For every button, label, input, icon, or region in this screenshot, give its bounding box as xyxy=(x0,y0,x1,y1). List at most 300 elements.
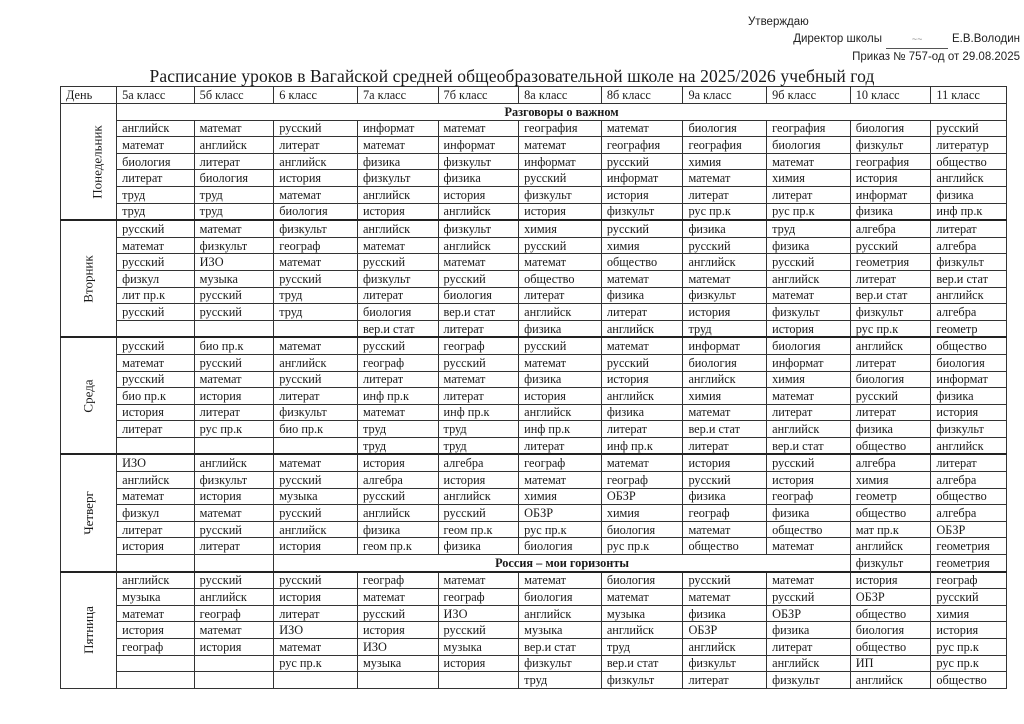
lesson-cell: математ xyxy=(194,622,274,639)
lesson-cell: географ xyxy=(117,639,195,656)
lesson-cell: физкульт xyxy=(194,237,274,254)
lesson-cell: вер.и стат xyxy=(683,421,767,438)
lesson-cell xyxy=(194,437,274,454)
lesson-cell: английск xyxy=(931,170,1007,187)
column-header-class: 9б класс xyxy=(767,87,851,104)
lesson-cell: история xyxy=(850,572,931,589)
day-label xyxy=(61,454,117,571)
lesson-cell: музыка xyxy=(438,639,519,656)
lesson-cell: химия xyxy=(601,237,683,254)
lesson-cell: русский xyxy=(931,120,1007,137)
lesson-cell: физика xyxy=(683,488,767,505)
lesson-cell: английск xyxy=(767,421,851,438)
lesson-cell: математ xyxy=(274,454,358,471)
lesson-cell: химия xyxy=(931,605,1007,622)
lesson-cell: математ xyxy=(683,270,767,287)
lesson-cell: литерат xyxy=(931,220,1007,237)
lesson-cell: литерат xyxy=(274,137,358,154)
lesson-cell: вер.и стат xyxy=(850,287,931,304)
lesson-cell: математ xyxy=(194,505,274,522)
lesson-cell: история xyxy=(438,655,519,672)
lesson-cell: русский xyxy=(357,488,438,505)
lesson-cell: английск xyxy=(931,287,1007,304)
lesson-cell: вер.и стат xyxy=(357,320,438,337)
lesson-cell: история xyxy=(357,454,438,471)
lesson-cell: рус пр.к xyxy=(683,203,767,220)
lesson-cell: математ xyxy=(274,337,358,354)
lesson-cell: литерат xyxy=(601,421,683,438)
lesson-cell: физкульт xyxy=(601,203,683,220)
lesson-cell: ОБЗР xyxy=(601,488,683,505)
lesson-cell: физика xyxy=(931,186,1007,203)
lesson-cell: физика xyxy=(767,622,851,639)
lesson-cell: математ xyxy=(117,488,195,505)
lesson-cell: литерат xyxy=(357,287,438,304)
lesson-cell: физика xyxy=(357,153,438,170)
lesson-cell: ИЗО xyxy=(438,605,519,622)
lesson-cell: информат xyxy=(931,371,1007,388)
lesson-cell: физкульт xyxy=(850,304,931,321)
lesson-cell: математ xyxy=(117,237,195,254)
day-name: Вторник xyxy=(80,255,96,303)
lesson-cell: русский xyxy=(438,354,519,371)
lesson-cell: географ xyxy=(683,505,767,522)
lesson-cell: литерат xyxy=(683,672,767,689)
lesson-cell: химия xyxy=(767,170,851,187)
lesson-cell: история xyxy=(194,388,274,405)
column-header-day: День xyxy=(61,87,117,104)
lesson-cell xyxy=(194,655,274,672)
lesson-cell: музыка xyxy=(274,488,358,505)
lesson-cell: музыка xyxy=(601,605,683,622)
lesson-cell: физика xyxy=(438,538,519,555)
lesson-cell: общество xyxy=(601,254,683,271)
lesson-cell: физкульт xyxy=(931,254,1007,271)
lesson-cell: физкульт xyxy=(850,137,931,154)
lesson-cell: биология xyxy=(683,120,767,137)
lesson-cell: математ xyxy=(438,572,519,589)
lesson-cell: математ xyxy=(601,120,683,137)
lesson-cell: ИЗО xyxy=(357,639,438,656)
lesson-cell: труд xyxy=(683,320,767,337)
lesson-cell: инф пр.к xyxy=(357,388,438,405)
lesson-cell: география xyxy=(767,120,851,137)
lesson-cell: инф пр.к xyxy=(931,203,1007,220)
lesson-cell: физкульт xyxy=(274,404,358,421)
lesson-cell: биология xyxy=(601,572,683,589)
lesson-cell: музыка xyxy=(519,622,602,639)
lesson-cell: географ xyxy=(357,572,438,589)
lesson-cell: алгебра xyxy=(850,220,931,237)
lesson-cell: английск xyxy=(194,589,274,606)
lesson-cell: литерат xyxy=(194,404,274,421)
lesson-cell: биология xyxy=(601,521,683,538)
lesson-cell: математ xyxy=(519,354,602,371)
lesson-cell: музыка xyxy=(357,655,438,672)
lesson-cell: литерат xyxy=(194,153,274,170)
lesson-cell: труд xyxy=(438,437,519,454)
lesson-cell: русский xyxy=(274,505,358,522)
signature-icon: ~~ xyxy=(886,31,948,49)
lesson-cell: географ xyxy=(357,354,438,371)
lesson-cell: математ xyxy=(767,538,851,555)
table-row xyxy=(61,622,1007,639)
lesson-cell: вер.и стат xyxy=(931,270,1007,287)
day-name: Среда xyxy=(80,379,96,413)
lesson-cell: математ xyxy=(601,270,683,287)
lesson-cell: история xyxy=(519,203,602,220)
approval-heading: Утверждаю xyxy=(748,16,809,28)
banner-cell: Разговоры о важном xyxy=(117,104,1007,121)
lesson-cell: рус пр.к xyxy=(850,320,931,337)
lesson-cell: русский xyxy=(274,120,358,137)
lesson-cell xyxy=(274,320,358,337)
lesson-cell: английск xyxy=(850,538,931,555)
lesson-cell: русский xyxy=(931,589,1007,606)
day-name: Четверг xyxy=(80,491,96,535)
lesson-cell: английск xyxy=(683,639,767,656)
lesson-cell: химия xyxy=(519,220,602,237)
director-line xyxy=(700,31,1020,49)
table-row xyxy=(61,572,1007,589)
lesson-cell: физкульт xyxy=(683,287,767,304)
lesson-cell: алгебра xyxy=(850,454,931,471)
lesson-cell: ИП xyxy=(850,655,931,672)
lesson-cell: география xyxy=(519,120,602,137)
column-header-class: 9а класс xyxy=(683,87,767,104)
lesson-cell: литерат xyxy=(519,437,602,454)
lesson-cell: история xyxy=(683,454,767,471)
lesson-cell: история xyxy=(931,622,1007,639)
lesson-cell: физкульт xyxy=(931,421,1007,438)
schedule-table xyxy=(60,86,1007,689)
lesson-cell: математ xyxy=(683,589,767,606)
page-title: Расписание уроков в Вагайской средней общеобразовательной школе на 2025/2026 учебный год xyxy=(149,66,875,86)
lesson-cell: инф пр.к xyxy=(519,421,602,438)
lesson-cell: ОБЗР xyxy=(850,589,931,606)
banner-row xyxy=(61,555,1007,572)
lesson-cell: биология xyxy=(850,120,931,137)
lesson-cell: физика xyxy=(519,320,602,337)
lesson-cell: русский xyxy=(357,605,438,622)
lesson-cell: труд xyxy=(767,220,851,237)
lesson-cell: история xyxy=(438,472,519,489)
lesson-cell: биология xyxy=(274,203,358,220)
lesson-cell: труд xyxy=(438,421,519,438)
lesson-cell: математ xyxy=(438,371,519,388)
lesson-cell: русский xyxy=(117,254,195,271)
lesson-cell: английск xyxy=(931,437,1007,454)
table-row xyxy=(61,270,1007,287)
lesson-cell: физика xyxy=(438,170,519,187)
lesson-cell: литерат xyxy=(117,170,195,187)
lesson-cell: биология xyxy=(767,137,851,154)
lesson-cell: биология xyxy=(850,371,931,388)
lesson-cell: труд xyxy=(274,287,358,304)
lesson-cell xyxy=(117,655,195,672)
lesson-cell: литерат xyxy=(767,186,851,203)
day-label xyxy=(61,220,117,337)
lesson-cell: физика xyxy=(850,203,931,220)
lesson-cell: русский xyxy=(357,337,438,354)
lesson-cell: ИЗО xyxy=(274,622,358,639)
lesson-cell: физкульт xyxy=(357,170,438,187)
lesson-cell: литерат xyxy=(519,287,602,304)
lesson-cell: английск xyxy=(683,254,767,271)
lesson-cell xyxy=(274,437,358,454)
lesson-cell xyxy=(117,437,195,454)
lesson-cell: английск xyxy=(601,388,683,405)
lesson-cell: рус пр.к xyxy=(194,421,274,438)
lesson-cell: информат xyxy=(767,354,851,371)
lesson-cell: история xyxy=(357,622,438,639)
lesson-cell: английск xyxy=(194,454,274,471)
lesson-cell: физика xyxy=(519,371,602,388)
lesson-cell: математ xyxy=(194,371,274,388)
lesson-cell: английск xyxy=(519,304,602,321)
lesson-cell: биология xyxy=(519,589,602,606)
lesson-cell: русский xyxy=(274,371,358,388)
lesson-cell: русский xyxy=(117,371,195,388)
lesson-cell: английск xyxy=(601,320,683,337)
table-row xyxy=(61,371,1007,388)
day-label xyxy=(61,572,117,689)
lesson-cell: общество xyxy=(931,672,1007,689)
lesson-cell: информат xyxy=(683,337,767,354)
lesson-cell: английск xyxy=(117,120,195,137)
lesson-cell: английск xyxy=(850,337,931,354)
lesson-cell: алгебра xyxy=(931,304,1007,321)
lesson-cell: история xyxy=(850,170,931,187)
lesson-cell: музыка xyxy=(117,589,195,606)
lesson-cell: литерат xyxy=(850,404,931,421)
lesson-cell: история xyxy=(357,203,438,220)
lesson-cell: лит пр.к xyxy=(117,287,195,304)
lesson-cell: математ xyxy=(357,137,438,154)
lesson-cell: английск xyxy=(357,220,438,237)
day-label xyxy=(61,104,117,221)
lesson-cell: математ xyxy=(357,404,438,421)
lesson-cell: биология xyxy=(519,538,602,555)
lesson-cell: алгебра xyxy=(931,472,1007,489)
lesson-cell: общество xyxy=(519,270,602,287)
lesson-cell: английск xyxy=(519,605,602,622)
column-header-class: 5а класс xyxy=(117,87,195,104)
lesson-cell: литерат xyxy=(683,437,767,454)
lesson-cell: физкульт xyxy=(767,304,851,321)
lesson-cell: математ xyxy=(274,254,358,271)
table-row xyxy=(61,589,1007,606)
lesson-cell: инф пр.к xyxy=(438,404,519,421)
lesson-cell: английск xyxy=(767,270,851,287)
table-row xyxy=(61,421,1007,438)
lesson-cell: английск xyxy=(274,354,358,371)
lesson-cell: биология xyxy=(357,304,438,321)
lesson-cell: биология xyxy=(117,153,195,170)
lesson-cell: ОБЗР xyxy=(931,521,1007,538)
lesson-cell: математ xyxy=(601,454,683,471)
lesson-cell: физкульт xyxy=(683,655,767,672)
lesson-cell: общество xyxy=(931,153,1007,170)
lesson-cell: английск xyxy=(194,137,274,154)
lesson-cell: физика xyxy=(931,388,1007,405)
lesson-cell: география xyxy=(850,153,931,170)
lesson-cell: ИЗО xyxy=(194,254,274,271)
lesson-cell: русский xyxy=(519,237,602,254)
day-name: Пятница xyxy=(80,606,96,655)
lesson-cell: общество xyxy=(683,538,767,555)
lesson-cell: труд xyxy=(274,304,358,321)
lesson-cell: география xyxy=(683,137,767,154)
lesson-cell: общество xyxy=(931,337,1007,354)
order-number: Приказ № 757-од от 29.08.2025 xyxy=(852,51,1020,63)
table-row xyxy=(61,237,1007,254)
banner-cell: Россия – мои горизонты xyxy=(274,555,851,572)
lesson-cell: геом пр.к xyxy=(438,521,519,538)
lesson-cell: английск xyxy=(357,505,438,522)
lesson-cell: мат пр.к xyxy=(850,521,931,538)
lesson-cell: математ xyxy=(601,589,683,606)
lesson-cell: физкул xyxy=(117,505,195,522)
table-row xyxy=(61,186,1007,203)
lesson-cell: литерат xyxy=(117,521,195,538)
lesson-cell: физкульт xyxy=(601,672,683,689)
lesson-cell: информат xyxy=(850,186,931,203)
lesson-cell: алгебра xyxy=(931,237,1007,254)
lesson-cell: химия xyxy=(519,488,602,505)
lesson-cell: географ xyxy=(438,337,519,354)
day-label xyxy=(61,337,117,454)
lesson-cell: математ xyxy=(438,254,519,271)
lesson-cell: английск xyxy=(601,622,683,639)
lesson-cell: английск xyxy=(519,404,602,421)
lesson-cell: труд xyxy=(117,203,195,220)
lesson-cell: общество xyxy=(850,505,931,522)
lesson-cell: история xyxy=(274,538,358,555)
lesson-cell: литерат xyxy=(850,354,931,371)
lesson-cell xyxy=(117,320,195,337)
lesson-cell: физкульт xyxy=(519,186,602,203)
lesson-cell: био пр.к xyxy=(274,421,358,438)
table-row xyxy=(61,605,1007,622)
lesson-cell: биология xyxy=(194,170,274,187)
lesson-cell: алгебра xyxy=(931,505,1007,522)
lesson-cell: английск xyxy=(438,203,519,220)
lesson-cell: английск xyxy=(117,472,195,489)
lesson-cell: русский xyxy=(274,572,358,589)
lesson-cell: литерат xyxy=(767,639,851,656)
lesson-cell: русский xyxy=(683,472,767,489)
lesson-cell: литерат xyxy=(931,454,1007,471)
lesson-cell: математ xyxy=(767,153,851,170)
lesson-cell: физкульт xyxy=(850,555,931,572)
lesson-cell: физкульт xyxy=(274,220,358,237)
lesson-cell: геометрия xyxy=(931,555,1007,572)
lesson-cell: история xyxy=(683,304,767,321)
table-row xyxy=(61,337,1007,354)
lesson-cell: русский xyxy=(601,153,683,170)
lesson-cell: русский xyxy=(519,337,602,354)
lesson-cell: литератур xyxy=(931,137,1007,154)
lesson-cell: история xyxy=(117,404,195,421)
lesson-cell: математ xyxy=(117,605,195,622)
lesson-cell: история xyxy=(601,186,683,203)
lesson-cell: литерат xyxy=(274,605,358,622)
table-row xyxy=(61,170,1007,187)
lesson-cell: математ xyxy=(601,337,683,354)
lesson-cell: рус пр.к xyxy=(931,655,1007,672)
lesson-cell: английск xyxy=(767,655,851,672)
lesson-cell: физика xyxy=(601,404,683,421)
lesson-cell: русский xyxy=(767,589,851,606)
table-row xyxy=(61,153,1007,170)
lesson-cell: русский xyxy=(519,170,602,187)
lesson-cell: математ xyxy=(519,137,602,154)
lesson-cell: литерат xyxy=(601,304,683,321)
table-row xyxy=(61,287,1007,304)
lesson-cell: математ xyxy=(357,237,438,254)
lesson-cell: математ xyxy=(194,120,274,137)
lesson-cell: история xyxy=(931,404,1007,421)
lesson-cell: математ xyxy=(117,137,195,154)
lesson-cell: литерат xyxy=(683,186,767,203)
lesson-cell: математ xyxy=(274,639,358,656)
lesson-cell: физика xyxy=(767,505,851,522)
lesson-cell: история xyxy=(274,589,358,606)
lesson-cell: био пр.к xyxy=(194,337,274,354)
lesson-cell: физика xyxy=(850,421,931,438)
lesson-cell: русский xyxy=(438,270,519,287)
lesson-cell: физкульт xyxy=(357,270,438,287)
lesson-cell: химия xyxy=(850,472,931,489)
column-header-class: 8б класс xyxy=(601,87,683,104)
table-row xyxy=(61,488,1007,505)
lesson-cell: географ xyxy=(601,472,683,489)
lesson-cell: геом пр.к xyxy=(357,538,438,555)
lesson-cell: русский xyxy=(194,572,274,589)
table-row xyxy=(61,388,1007,405)
lesson-cell: физкул xyxy=(117,270,195,287)
lesson-cell: русский xyxy=(767,254,851,271)
lesson-cell: биология xyxy=(850,622,931,639)
lesson-cell xyxy=(117,672,195,689)
lesson-cell: рус пр.к xyxy=(931,639,1007,656)
lesson-cell xyxy=(357,672,438,689)
table-row xyxy=(61,404,1007,421)
lesson-cell: геометр xyxy=(850,488,931,505)
lesson-cell: ОБЗР xyxy=(683,622,767,639)
header-row xyxy=(61,87,1007,104)
lesson-cell xyxy=(194,672,274,689)
lesson-cell: рус пр.к xyxy=(274,655,358,672)
lesson-cell: английск xyxy=(438,237,519,254)
lesson-cell: общество xyxy=(767,521,851,538)
lesson-cell: история xyxy=(117,622,195,639)
column-header-class: 6 класс xyxy=(274,87,358,104)
lesson-cell: математ xyxy=(117,354,195,371)
lesson-cell: физкульт xyxy=(767,672,851,689)
lesson-cell: физкульт xyxy=(519,655,602,672)
table-row xyxy=(61,304,1007,321)
lesson-cell: труд xyxy=(117,186,195,203)
lesson-cell: русский xyxy=(438,622,519,639)
lesson-cell: русский xyxy=(850,388,931,405)
lesson-cell: история xyxy=(194,639,274,656)
lesson-cell: информат xyxy=(357,120,438,137)
lesson-cell xyxy=(194,555,274,572)
lesson-cell: русский xyxy=(194,304,274,321)
lesson-cell: общество xyxy=(850,437,931,454)
